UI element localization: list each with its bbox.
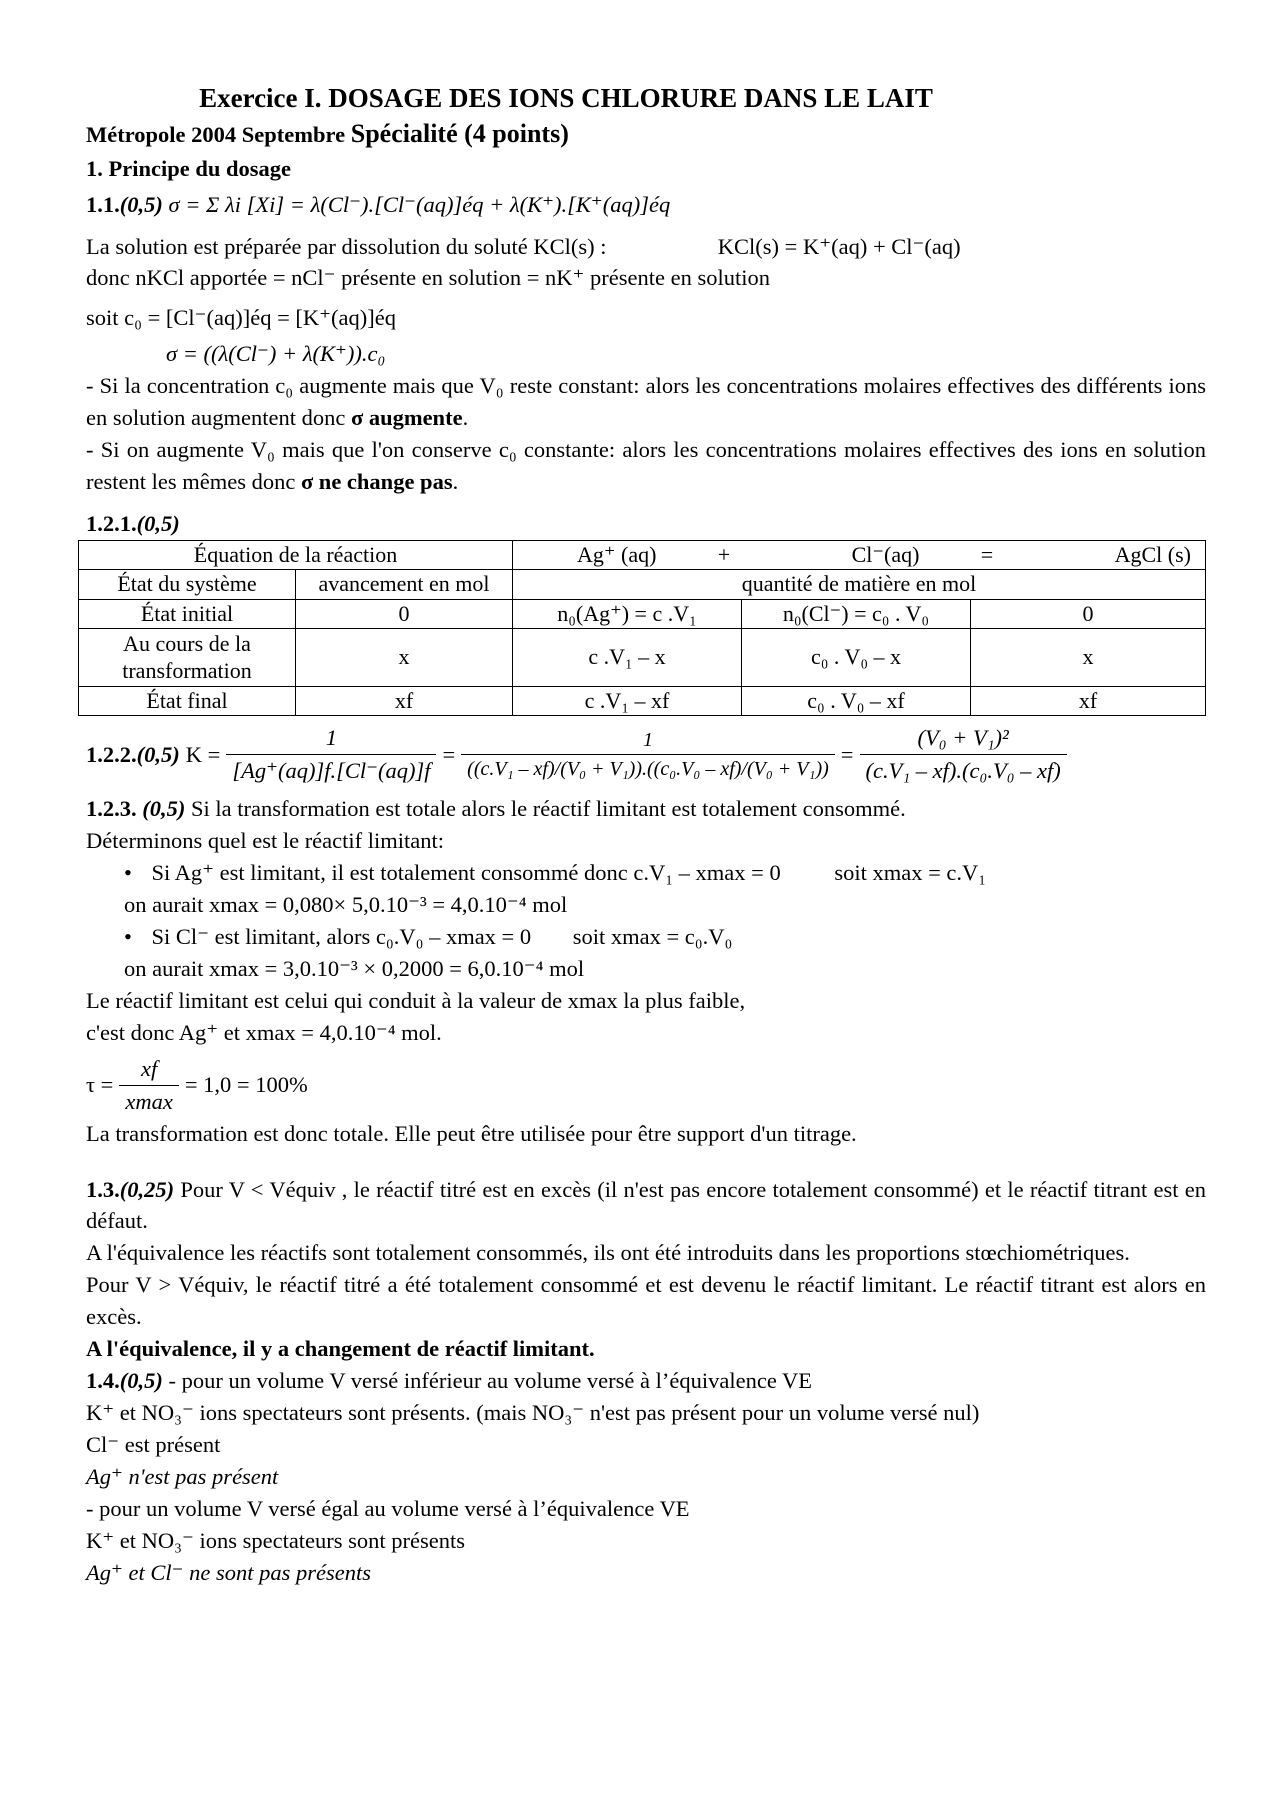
k-frac3-num: (V₀ + V₁)²: [860, 722, 1067, 755]
x-cell: x: [296, 629, 513, 687]
subtitle: [86, 116, 1206, 153]
quantite-header: quantité de matière en mol: [513, 570, 1206, 599]
q11-label: 1.1.: [86, 191, 120, 217]
agcl-cell: 0: [971, 599, 1206, 628]
table-subheader-row: [79, 570, 1206, 599]
k-equals-2: =: [840, 741, 854, 767]
state-cell: État final: [79, 686, 296, 715]
eq-agcl: AgCl (s): [1114, 541, 1191, 567]
paragraph-si2: - Si on augmente V₀ mais que l'on conserve c₀ constante: alors les concentrations molaires effectives des ions en solution restent les mêmes donc σ ne change pas.: [86, 437, 1206, 495]
bullet-dot-icon: •: [124, 923, 132, 949]
ions-line-2: Cl⁻ est présent: [86, 1432, 221, 1457]
advancement-table: [78, 540, 1206, 716]
etat-header: État du système: [79, 570, 296, 599]
k-frac1-num: 1: [226, 722, 436, 755]
si1-text: - Si la concentration c₀ augmente mais que V₀ reste constant: alors les concentrations molaires effectives des différents ions en solution augmentent donc: [86, 373, 1206, 431]
x-cell: 0: [296, 599, 513, 628]
x-cell: xf: [296, 686, 513, 715]
table-row: [79, 629, 1206, 687]
eq-cl: Cl⁻(aq): [851, 541, 920, 567]
cl-cell: c₀ . V₀ – xf: [742, 686, 971, 715]
eq-plus: +: [717, 541, 731, 567]
q14-points: (0,5): [119, 1368, 163, 1394]
agcl-cell: x: [971, 629, 1206, 687]
q13-points: (0,25): [119, 1176, 175, 1202]
q11-equation: σ = Σ λi [Xi] = λ(Cl⁻).[Cl⁻(aq)]éq + λ(K⁺).[K⁺(aq)]éq: [168, 191, 671, 217]
bullet-1-soit: soit xmax = c.V₁: [834, 860, 987, 886]
sigma-formula: σ = ((λ(Cl⁻) + λ(K⁺)).c₀: [166, 341, 386, 367]
q121-line: [86, 508, 1206, 540]
solution-prep-text: La solution est préparée par dissolution du soluté KCl(s) :: [86, 233, 607, 259]
limitant-line-2: c'est donc Ag⁺ et xmax = 4,0.10⁻⁴ mol.: [86, 1019, 442, 1045]
document-page: [86, 82, 1206, 1589]
k-equals-1: =: [442, 741, 456, 767]
after-equivalence-paragraph: Pour V > Véquiv, le réactif titré a été totalement consommé et est devenu le réactif limitant. Le réactif titrant est alors en excès.: [86, 1272, 1206, 1330]
exercise-title: Exercice I. DOSAGE DES IONS CHLORURE DANS LE LAIT: [199, 83, 933, 113]
state-cell: État initial: [79, 599, 296, 628]
q123-text: Si la transformation est totale alors le réactif limitant est totalement consommé.: [191, 796, 906, 822]
k-frac1-den: [Ag⁺(aq)]f.[Cl⁻(aq)]f: [232, 758, 431, 784]
bullet-2-text: Si Cl⁻ est limitant, alors c₀.V₀ – xmax = 0: [151, 923, 532, 949]
equation-label-cell: Équation de la réaction: [79, 540, 513, 569]
bullet-1-text: Si Ag⁺ est limitant, il est totalement consommé donc c.V₁ – xmax = 0: [151, 860, 781, 886]
q14-label: 1.4.: [86, 1368, 120, 1394]
tau-num: xf: [119, 1053, 178, 1086]
q123-label: 1.2.3.: [86, 796, 137, 822]
dissolution-equation: KCl(s) = K⁺(aq) + Cl⁻(aq): [717, 233, 961, 259]
limitant-line-1: Le réactif limitant est celui qui conduit à la valeur de xmax la plus faible,: [86, 987, 746, 1013]
ag-cell: c .V₁ – x: [513, 629, 742, 687]
bullet-2: [86, 921, 1206, 953]
q11-line: [86, 189, 1206, 221]
subtitle-source: Métropole 2004 Septembre: [86, 121, 346, 147]
subtitle-points: Spécialité (4 points): [350, 118, 569, 148]
table-header-row: [79, 540, 1206, 569]
eq-equals: =: [980, 541, 994, 567]
q122-label: 1.2.2.: [86, 741, 137, 767]
bullet-2-detail: on aurait xmax = 3,0.10⁻³ × 0,2000 = 6,0.10⁻⁴ mol: [124, 955, 585, 981]
q14-line: [86, 1365, 1206, 1397]
q122-line: [86, 722, 1206, 787]
tau-formula: [86, 1053, 1206, 1118]
donc-line: donc nKCl apportée = nCl⁻ présente en solution = nK⁺ présente en solution: [86, 265, 770, 291]
solution-prep-line: [86, 231, 1206, 263]
tau-fraction: [119, 1053, 178, 1118]
tau-den: xmax: [125, 1088, 173, 1114]
ions-line-5: K⁺ et NO₃⁻ ions spectateurs sont présents: [86, 1527, 466, 1553]
table-row: [79, 599, 1206, 628]
q14-text: - pour un volume V versé inférieur au volume versé à l’équivalence VE: [168, 1368, 813, 1394]
cl-cell: n₀(Cl⁻) = c₀ . V₀: [742, 599, 971, 628]
agcl-cell: xf: [971, 686, 1206, 715]
si1-bold: σ augmente: [350, 405, 463, 431]
equivalence-paragraph: A l'équivalence les réactifs sont totalement consommés, ils ont été introduits dans les proportions stœchiométriques.: [86, 1240, 1130, 1266]
equivalence-conclusion: A l'équivalence, il y a changement de réactif limitant.: [86, 1336, 595, 1362]
section-1-heading: 1. Principe du dosage: [86, 155, 292, 181]
q123-points: (0,5): [142, 796, 186, 822]
q13-text: Pour V < Véquiv , le réactif titré est en excès (il n'est pas encore totalement consommé) et le réactif titrant est en défaut.: [86, 1176, 1206, 1234]
k-fraction-3: [860, 722, 1067, 787]
si2-text: - Si on augmente V₀ mais que l'on conserve c₀ constante: alors les concentrations molaires effectives des ions en solution restent les mêmes donc: [86, 437, 1206, 495]
ions-line-6: Ag⁺ et Cl⁻ ne sont pas présents: [86, 1559, 371, 1585]
q121-points: (0,5): [136, 511, 180, 537]
ag-cell: c .V₁ – xf: [513, 686, 742, 715]
si2-bold: σ ne change pas: [300, 469, 453, 495]
q121-label: 1.2.1.: [86, 511, 137, 537]
bullet-1: [86, 857, 1206, 889]
k-frac2-den: ((c.V₁ – xf)/(V₀ + V₁)).((c₀.V₀ – xf)/(V₀ + V₁)): [467, 758, 829, 781]
ions-line-4: - pour un volume V versé égal au volume versé à l’équivalence VE: [86, 1495, 690, 1521]
k-frac2-num: 1: [461, 726, 835, 755]
bullet-2-soit: soit xmax = c₀.V₀: [572, 923, 733, 949]
k-fraction-1: [226, 722, 436, 787]
eq-ag: Ag⁺ (aq): [577, 541, 657, 567]
tau-rhs: = 1,0 = 100%: [184, 1072, 308, 1098]
tau-lhs: τ =: [86, 1072, 114, 1098]
q122-k: K =: [185, 741, 221, 767]
soit-line: soit c₀ = [Cl⁻(aq)]éq = [K⁺(aq)]éq: [86, 305, 396, 331]
q13-label: 1.3.: [86, 1176, 120, 1202]
state-cell: Au cours de la transformation: [79, 629, 296, 687]
ag-cell: n₀(Ag⁺) = c .V₁: [513, 599, 742, 628]
totale-line: La transformation est donc totale. Elle peut être utilisée pour être support d'un titrage.: [86, 1120, 857, 1146]
determinons-line: Déterminons quel est le réactif limitant:: [86, 828, 445, 854]
bullet-dot-icon: •: [124, 860, 132, 886]
k-frac3-den: (c.V₁ – xf).(c₀.V₀ – xf): [865, 758, 1061, 784]
q122-points: (0,5): [136, 741, 180, 767]
k-fraction-2: [461, 726, 835, 784]
q123-line: [86, 793, 1206, 825]
cl-cell: c₀ . V₀ – x: [742, 629, 971, 687]
equation-cell: [513, 540, 1206, 569]
ions-line-3: Ag⁺ n'est pas présent: [86, 1463, 279, 1489]
q11-points: (0,5): [119, 191, 163, 217]
ions-line-1: K⁺ et NO₃⁻ ions spectateurs sont présents. (mais NO₃⁻ n'est pas présent pour un volume versé nul): [86, 1400, 980, 1426]
table-row: [79, 686, 1206, 715]
paragraph-si1: - Si la concentration c₀ augmente mais que V₀ reste constant: alors les concentrations molaires effectives des différents ions en solution augmentent donc σ augmente.: [86, 373, 1206, 431]
avancement-header: avancement en mol: [296, 570, 513, 599]
bullet-1-detail: on aurait xmax = 0,080× 5,0.10⁻³ = 4,0.10⁻⁴ mol: [124, 892, 568, 917]
q13-paragraph: [86, 1174, 1206, 1238]
